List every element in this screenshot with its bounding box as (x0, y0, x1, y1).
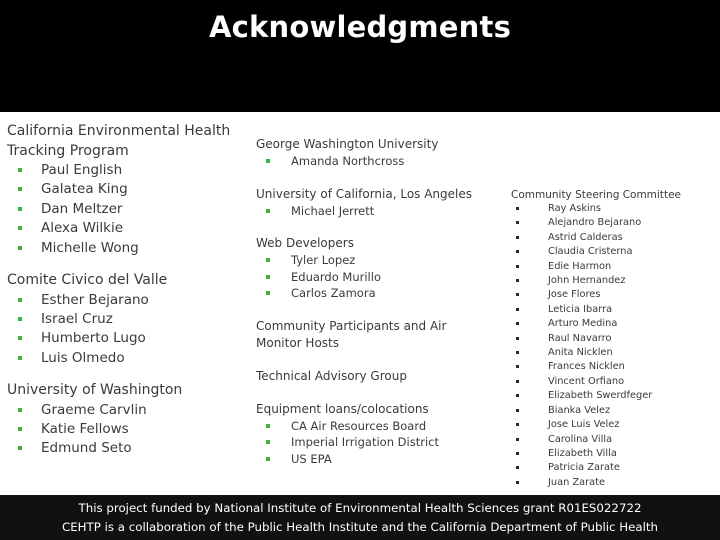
middle-column (256, 136, 491, 483)
list-item: Luis Olmedo (7, 349, 242, 368)
list-item: Edmund Seto (7, 439, 242, 458)
list-item: Humberto Lugo (7, 329, 242, 348)
list-item: Vincent Orfiano (511, 375, 711, 389)
group-title: Community Participants and Air Monitor Hosts (256, 318, 447, 350)
list-item: Patricia Zarate (511, 461, 711, 475)
list-item: Katie Fellows (7, 420, 242, 439)
acknowledgment-group (256, 186, 491, 220)
acknowledgment-group (256, 318, 491, 352)
group-title: University of California, Los Angeles (256, 186, 473, 201)
list-item: Eduardo Murillo (256, 269, 491, 286)
list-item: Dan Meltzer (7, 200, 242, 219)
name-list (7, 161, 242, 258)
name-list (256, 203, 491, 220)
list-item: Galatea King (7, 180, 242, 199)
group-title: Web Developers (256, 236, 354, 250)
name-list (511, 202, 711, 490)
list-item: Raul Navarro (511, 332, 711, 346)
list-item: Graeme Carvlin (7, 401, 242, 420)
list-item: Imperial Irrigation District (256, 434, 491, 451)
list-item: Elizabeth Swerdfeger (511, 389, 711, 403)
group-title: Technical Advisory Group (256, 368, 407, 383)
group-title: Comite Civico del Valle (7, 272, 168, 289)
list-item: Alejandro Bejarano (511, 216, 711, 230)
acknowledgment-group (256, 136, 491, 170)
group-title: George Washington University (256, 137, 439, 151)
list-item: Edie Harmon (511, 260, 711, 274)
acknowledgment-group (7, 381, 242, 459)
slide-title: Acknowledgments (208, 10, 512, 44)
acknowledgment-group (256, 368, 491, 385)
list-item: Esther Bejarano (7, 291, 242, 310)
list-item: Tyler Lopez (256, 252, 491, 269)
list-item: Israel Cruz (7, 310, 242, 329)
list-item: Bianka Velez (511, 404, 711, 418)
list-item: Alexa Wilkie (7, 219, 242, 238)
list-item: Jose Flores (511, 288, 711, 302)
group-title: University of Washington (7, 382, 183, 399)
left-column (7, 122, 242, 472)
list-item: US EPA (256, 451, 491, 468)
group-title: Community Steering Committee (511, 189, 681, 201)
list-item: Frances Nicklen (511, 360, 711, 374)
list-item: Leticia Ibarra (511, 303, 711, 317)
list-item: John Hernandez (511, 274, 711, 288)
name-list (7, 291, 242, 369)
name-list (256, 418, 491, 468)
acknowledgment-group (7, 271, 242, 368)
group-title: Equipment loans/colocations (256, 401, 429, 416)
list-item: Elizabeth Villa (511, 447, 711, 461)
list-item: Carolina Villa (511, 433, 711, 447)
list-item: Carlos Zamora (256, 285, 491, 302)
title-bar (0, 0, 720, 112)
list-item: Michelle Wong (7, 239, 242, 258)
acknowledgment-group (7, 122, 242, 258)
footer-collaboration-line: CEHTP is a collaboration of the Public Health Institute and the California Department of Public Health (61, 520, 658, 534)
list-item: Juan Zarate (511, 476, 711, 490)
list-item: Anita Nicklen (511, 346, 711, 360)
list-item: Astrid Calderas (511, 231, 711, 245)
list-item: Amanda Northcross (256, 153, 491, 170)
name-list (256, 153, 491, 170)
footer-funding-line: This project funded by National Institute of Environmental Health Sciences grant R01ES022722 (78, 501, 642, 515)
list-item: Claudia Cristerna (511, 245, 711, 259)
name-list (256, 252, 491, 302)
acknowledgment-group (511, 188, 711, 490)
list-item: CA Air Resources Board (256, 418, 491, 435)
list-item: Michael Jerrett (256, 203, 491, 220)
list-item: Arturo Medina (511, 317, 711, 331)
footer (0, 495, 720, 540)
group-title: California Environmental Health Tracking Program (7, 123, 231, 159)
name-list (7, 401, 242, 459)
list-item: Jose Luis Velez (511, 418, 711, 432)
list-item: Ray Askins (511, 202, 711, 216)
right-column (511, 188, 711, 490)
acknowledgment-group (256, 235, 491, 302)
list-item: Paul English (7, 161, 242, 180)
acknowledgment-group (256, 401, 491, 468)
